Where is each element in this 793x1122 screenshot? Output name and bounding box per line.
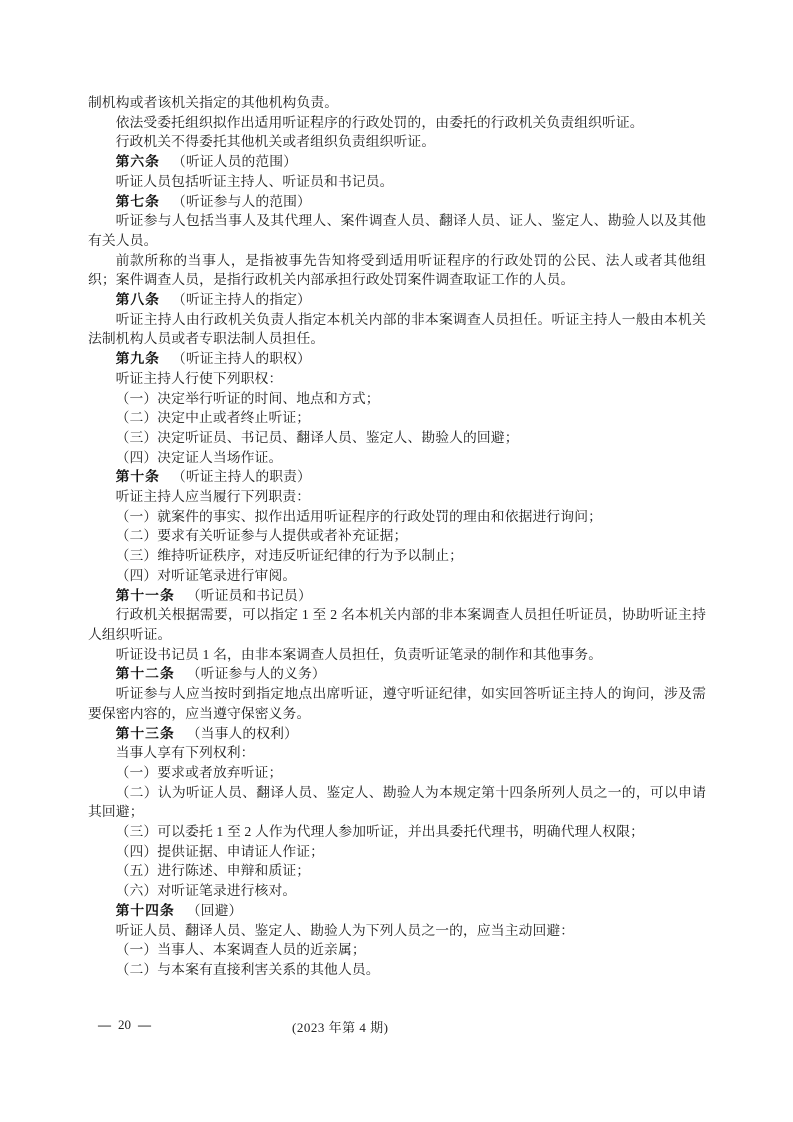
paragraph-text: （一）就案件的事实、拟作出适用听证程序的行政处罚的理由和依据进行询问； xyxy=(115,508,602,524)
article-heading xyxy=(88,290,706,310)
paragraph xyxy=(88,507,706,527)
page-footer xyxy=(88,1017,706,1039)
paragraph xyxy=(88,684,706,723)
article-heading xyxy=(88,901,706,921)
page-number-dash-left: — xyxy=(98,1017,111,1032)
paragraph xyxy=(88,566,706,586)
paragraph-text: （三）可以委托 1 至 2 人作为代理人参加听证，并出具委托代理书，明确代理人权限； xyxy=(115,824,645,840)
paragraph xyxy=(88,389,706,409)
paragraph-text: 听证主持人行使下列职权： xyxy=(115,370,283,386)
article-heading xyxy=(88,586,706,606)
paragraph-text: 行政机关根据需要，可以指定 1 至 2 名本机关内部的非本案调查人员担任听证员，协助听证主持人组织听证。 xyxy=(88,607,706,642)
article-number: 第十三条 xyxy=(115,725,175,741)
paragraph-text: 当事人享有下列权利： xyxy=(115,745,255,761)
paragraph xyxy=(88,211,706,250)
article-title: （听证主持人的职责） xyxy=(171,469,311,485)
article-heading xyxy=(88,664,706,684)
paragraph xyxy=(88,408,706,428)
paragraph xyxy=(88,842,706,862)
paragraph xyxy=(88,645,706,665)
paragraph-text: 听证主持人由行政机关负责人指定本机关内部的非本案调查人员担任。听证主持人一般由本机关法制机构人员或者专职法制人员担任。 xyxy=(88,311,706,347)
paragraph xyxy=(88,960,706,980)
article-title: （听证参与人的义务） xyxy=(186,666,326,682)
paragraph xyxy=(88,526,706,546)
article-number: 第九条 xyxy=(115,351,160,367)
article-number: 第六条 xyxy=(115,154,160,170)
paragraph-text: （二）决定中止或者终止听证； xyxy=(115,410,311,426)
paragraph-text: （二）要求有关听证参与人提供或者补充证据； xyxy=(115,528,408,544)
paragraph-text: （四）决定证人当场作证。 xyxy=(115,449,283,465)
journal-issue: (2023 年第 4 期) xyxy=(292,1020,389,1035)
paragraph-text: 前款所称的当事人，是指被事先告知将受到适用听证程序的行政处罚的公民、法人或者其他组织；案件调查人员，是指行政机关内部承担行政处罚案件调查取证工作的人员。 xyxy=(88,252,706,288)
paragraph xyxy=(88,861,706,881)
paragraph-text: 听证人员包括听证主持人、听证员和书记员。 xyxy=(115,173,394,189)
paragraph xyxy=(88,546,706,566)
paragraph-text: （六）对听证笔录进行核对。 xyxy=(115,883,297,899)
paragraph-text: （五）进行陈述、申辩和质证； xyxy=(115,863,311,879)
article-number: 第七条 xyxy=(115,193,160,209)
paragraph xyxy=(88,763,706,783)
paragraph-text: （一）当事人、本案调查人员的近亲属； xyxy=(115,942,366,958)
paragraph-text: 依法受委托组织拟作出适用听证程序的行政处罚的，由委托的行政机关负责组织听证。 xyxy=(115,114,644,130)
article-number: 第十条 xyxy=(115,469,160,485)
paragraph-text: （四）对听证笔录进行审阅。 xyxy=(115,567,297,583)
paragraph-text: 行政机关不得委托其他机关或者组织负责组织听证。 xyxy=(115,134,436,150)
paragraph xyxy=(88,113,706,133)
page-number-value: 20 xyxy=(118,1017,131,1032)
paragraph xyxy=(88,448,706,468)
paragraph xyxy=(88,132,706,152)
paragraph-text: （三）维持听证秩序，对违反听证纪律的行为予以制止； xyxy=(115,548,464,564)
paragraph xyxy=(88,743,706,763)
paragraph xyxy=(88,605,706,644)
paragraph xyxy=(88,172,706,192)
paragraph-text: 听证设书记员 1 名，由非本案调查人员担任，负责听证笔录的制作和其他事务。 xyxy=(115,646,603,662)
article-title: （回避） xyxy=(186,902,243,918)
article-number: 第八条 xyxy=(115,292,160,308)
article-heading xyxy=(88,192,706,212)
article-number: 第十四条 xyxy=(115,902,175,918)
article-number: 第十二条 xyxy=(115,666,175,682)
paragraph xyxy=(88,487,706,507)
paragraph xyxy=(88,251,706,290)
paragraph xyxy=(88,428,706,448)
article-heading xyxy=(88,724,706,744)
paragraph xyxy=(88,783,706,822)
paragraph xyxy=(88,881,706,901)
paragraph-text: 制机构或者该机关指定的其他机构负责。 xyxy=(88,95,339,110)
article-number: 第十一条 xyxy=(115,587,175,603)
article-title: （听证主持人的职权） xyxy=(171,351,311,367)
paragraph-text: 听证参与人应当按时到指定地点出席听证，遵守听证纪律，如实回答听证主持人的询问，涉及需要保密内容的，应当遵守保密义务。 xyxy=(88,686,706,721)
paragraph xyxy=(88,822,706,842)
article-heading xyxy=(88,349,706,369)
article-title: （听证人员的范围） xyxy=(171,154,298,170)
paragraph xyxy=(88,940,706,960)
article-heading xyxy=(88,152,706,172)
paragraph-text: （二）与本案有直接利害关系的其他人员。 xyxy=(115,961,380,977)
paragraph-text: （四）提供证据、申请证人作证； xyxy=(115,843,325,859)
paragraph-text: （一）要求或者放弃听证； xyxy=(115,764,283,780)
article-title: （听证主持人的指定） xyxy=(171,292,311,308)
article-heading xyxy=(88,467,706,487)
paragraph xyxy=(88,921,706,941)
paragraph xyxy=(88,310,706,349)
paragraph-text: 听证参与人包括当事人及其代理人、案件调查人员、翻译人员、证人、鉴定人、勘验人以及其他有关人员。 xyxy=(88,213,706,248)
paragraph-text: 听证人员、翻译人员、鉴定人、勘验人为下列人员之一的，应当主动回避： xyxy=(115,922,575,938)
page-number xyxy=(91,1017,158,1033)
paragraph-text: 听证主持人应当履行下列职责： xyxy=(115,489,311,505)
article-title: （当事人的权利） xyxy=(186,725,298,741)
article-title: （听证参与人的范围） xyxy=(171,193,311,209)
document-body xyxy=(88,93,706,980)
article-title: （听证员和书记员） xyxy=(186,587,312,603)
paragraph xyxy=(88,369,706,389)
paragraph xyxy=(88,93,706,113)
paragraph-text: （三）决定听证员、书记员、翻译人员、鉴定人、勘验人的回避； xyxy=(115,429,519,445)
page-number-dash-right: — xyxy=(138,1017,151,1032)
paragraph-text: （一）决定举行听证的时间、地点和方式； xyxy=(115,390,380,406)
paragraph-text: （二）认为听证人员、翻译人员、鉴定人、勘验人为本规定第十四条所列人员之一的，可以申请其回避； xyxy=(88,784,706,820)
